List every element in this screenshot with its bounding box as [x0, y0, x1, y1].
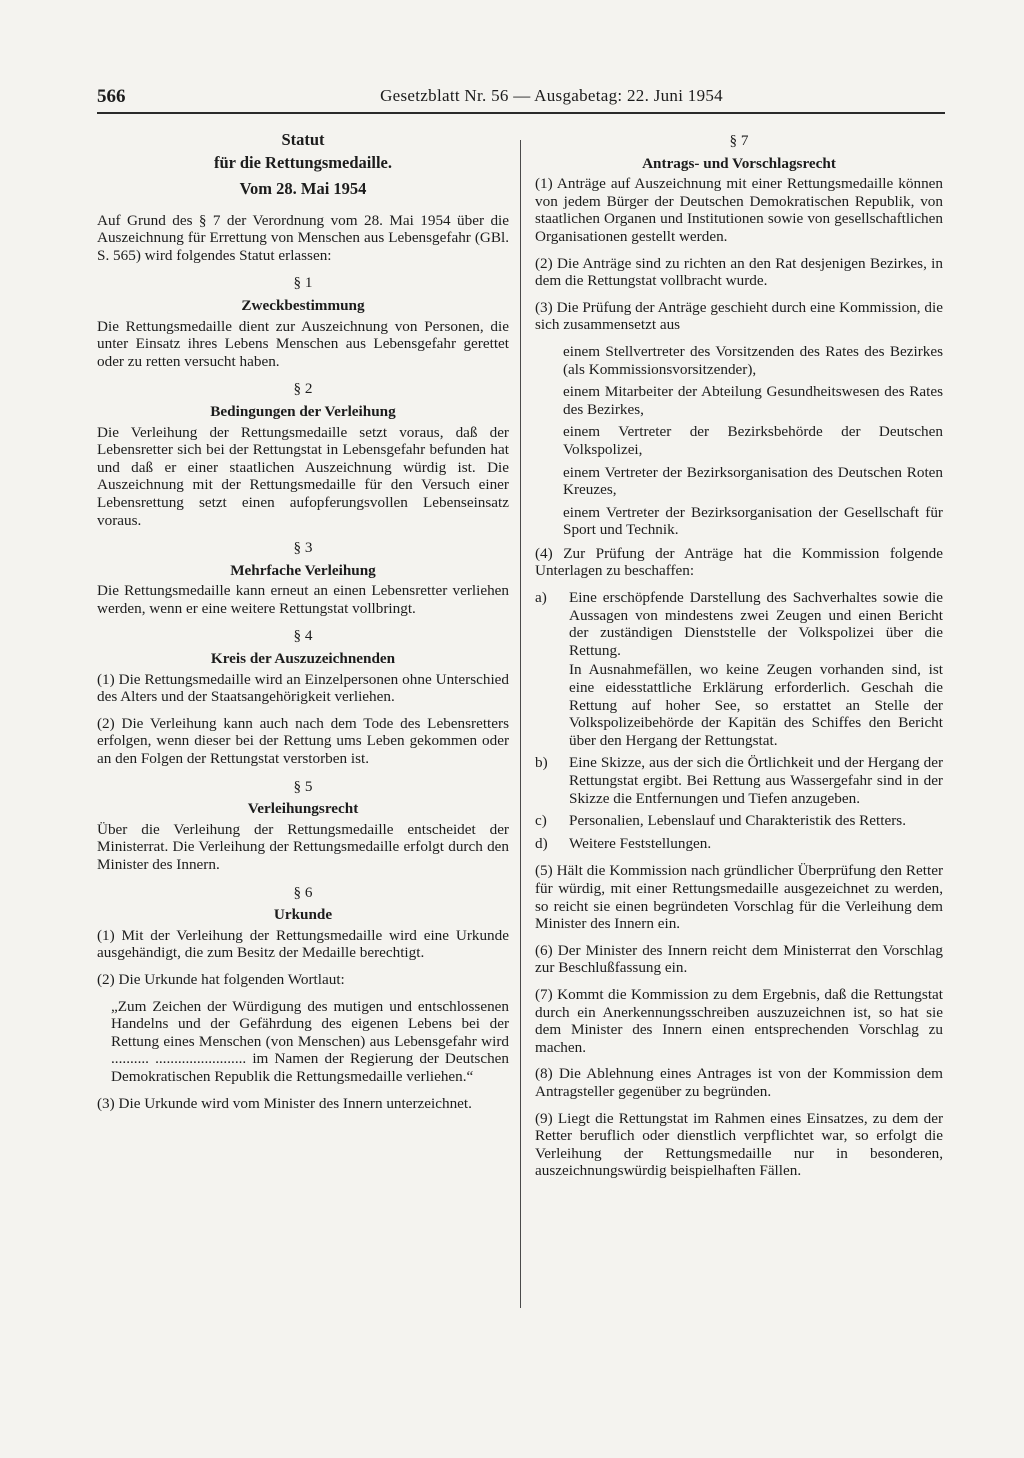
- section-7-paragraph-9: (9) Liegt die Rettungstat im Rahmen eines Einsatzes, zu dem der Retter beruflich oder dienstlich verpflichtet war, so erfolgt die Verleihung der Rettungsmedaille nur in besonderen, auszeichnungswürdig beispielhaften Fällen.: [535, 1109, 943, 1180]
- document-item-c: [535, 812, 943, 830]
- section-7-number: § 7: [729, 132, 749, 149]
- page-number: 566: [97, 86, 126, 107]
- document-item-a: [535, 589, 943, 749]
- section-5-heading: Verleihungsrecht: [247, 800, 359, 818]
- left-column: [97, 128, 509, 1121]
- commission-member: einem Stellvertreter des Vorsitzenden des Rates des Bezirkes (als Kommissionsvorsitzender),: [563, 342, 943, 378]
- certificate-quote: „Zum Zeichen der Würdigung des mutigen und entschlossenen Handelns und der Gefährdung des eigenen Lebens bei der Rettung eines Menschen (von Menschen) aus Lebensgefahr wird .......... ........................ im Namen der Regierung der Deutschen Demokratischen Republik die Rettungsmedaille verliehen.“: [111, 997, 509, 1085]
- right-column: [535, 128, 943, 1189]
- item-label: c): [535, 812, 547, 830]
- section-4-paragraph-1: (1) Die Rettungsmedaille wird an Einzelpersonen ohne Unterschied des Alters und der Staatsangehörigkeit verliehen.: [97, 670, 509, 706]
- item-label: d): [535, 834, 548, 852]
- commission-member: einem Vertreter der Bezirksorganisation des Deutschen Roten Kreuzes,: [563, 463, 943, 499]
- section-6-paragraph-2: (2) Die Urkunde hat folgenden Wortlaut:: [97, 970, 345, 988]
- section-3-number: § 3: [293, 539, 313, 557]
- item-a-text-2: In Ausnahmefällen, wo keine Zeugen vorhanden sind, ist eine eidesstattliche Erklärung erforderlich. Geschah die Rettung auf hoher See, so erstattet an Stelle der Volkspolizeibehörde der Kapitän des Schiffes den Bericht über den Hergang der Rettungstat.: [569, 661, 943, 749]
- certificate-wording: [97, 998, 509, 1086]
- header-rule: [97, 112, 945, 114]
- statute-title-line1: Statut: [281, 130, 325, 149]
- section-2-text: Die Verleihung der Rettungsmedaille setzt voraus, daß der Lebensretter sich bei der Rettungstat in Lebensgefahr befunden hat und daß er einer staatlichen Auszeichnung würdig ist. Die Auszeichnung mit der Rettungsmedaille für den Versuch einer Lebensrettung setzt einen aufopferungsvollen Lebenseinsatz voraus.: [97, 423, 509, 529]
- item-b-text: Eine Skizze, aus der sich die Örtlichkeit und der Hergang der Rettungstat ergibt. Bei Rettung aus Wassergefahr sind in der Skizze die Entfernungen und Tiefen anzugeben.: [569, 754, 943, 807]
- document-item-b: [535, 754, 943, 807]
- section-7-paragraph-7: (7) Kommt die Kommission zu dem Ergebnis, daß die Rettungstat durch ein Anerkennungsschreiben auszuzeichnen ist, so hat sie dem Minister des Innern einen entsprechenden Vorschlag zu machen.: [535, 985, 943, 1056]
- column-divider: [520, 140, 521, 1308]
- page-header: [97, 86, 723, 112]
- section-7-paragraph-2: (2) Die Anträge sind zu richten an den Rat desjenigen Bezirkes, in dem die Rettungstat vollbracht wurde.: [535, 254, 943, 290]
- section-4-number: § 4: [293, 627, 313, 645]
- document-item-d: [535, 835, 943, 853]
- running-title: Gesetzblatt Nr. 56 — Ausgabetag: 22. Juni 1954: [380, 86, 723, 105]
- commission-members: [535, 343, 943, 539]
- section-7-paragraph-1: (1) Anträge auf Auszeichnung mit einer Rettungsmedaille können von jedem Bürger der Deutschen Demokratischen Republik, von staatlichen Organen und Institutionen sowie von gesellschaftlichen Organisationen gestellt werden.: [535, 175, 943, 245]
- section-2-number: § 2: [293, 380, 313, 398]
- section-6-paragraph-3: (3) Die Urkunde wird vom Minister des Innern unterzeichnet.: [97, 1094, 472, 1112]
- statute-title-line2: für die Rettungsmedaille.: [214, 153, 392, 172]
- statute-date: Vom 28. Mai 1954: [239, 179, 367, 198]
- item-c-text: Personalien, Lebenslauf und Charakteristik des Retters.: [569, 812, 906, 830]
- section-5-text: Über die Verleihung der Rettungsmedaille entscheidet der Ministerrat. Die Verleihung der Rettungsmedaille erfolgt durch den Minister des Innern.: [97, 820, 509, 873]
- section-5-number: § 5: [293, 777, 313, 795]
- commission-member: einem Vertreter der Bezirksbehörde der Deutschen Volkspolizei,: [563, 423, 943, 458]
- item-a-text-1: Eine erschöpfende Darstellung des Sachverhaltes sowie die Aussagen von mindestens zwei Zeugen und einen Bericht der zuständigen Dienststelle der Volkspolizei über die Rettung.: [569, 589, 943, 659]
- section-2-heading: Bedingungen der Verleihung: [210, 402, 396, 420]
- section-7-heading: Antrags- und Vorschlagsrecht: [642, 154, 836, 172]
- section-1-number: § 1: [293, 274, 313, 292]
- section-1-heading: Zweckbestimmung: [241, 296, 365, 314]
- section-4-heading: Kreis der Auszuzeichnenden: [210, 650, 396, 668]
- section-4-paragraph-2: (2) Die Verleihung kann auch nach dem Tode des Lebensretters erfolgen, wenn dieser bei der Rettung ums Leben gekommen oder an den Folgen der Rettungstat verstorben ist.: [97, 714, 509, 768]
- section-7-paragraph-3: (3) Die Prüfung der Anträge geschieht durch eine Kommission, die sich zusammensetzt aus: [535, 298, 943, 334]
- section-3-text: Die Rettungsmedaille kann erneut an einen Lebensretter verliehen werden, wenn er eine weitere Rettungstat vollbringt.: [97, 582, 509, 617]
- section-3-heading: Mehrfache Verleihung: [230, 561, 376, 579]
- section-6-paragraph-1: (1) Mit der Verleihung der Rettungsmedaille wird eine Urkunde ausgehändigt, die zum Besitz der Medaille berechtigt.: [97, 926, 509, 962]
- commission-member: einem Vertreter der Bezirksorganisation der Gesellschaft für Sport und Technik.: [563, 503, 943, 539]
- item-label: b): [535, 754, 548, 772]
- section-7-paragraph-5: (5) Hält die Kommission nach gründlicher Überprüfung den Retter für würdig, mit einer Rettungsmedaille ausgezeichnet zu werden, so reicht sie einen begründeten Vorschlag für die Verleihung dem Minister des Innern ein.: [535, 862, 943, 933]
- section-7-paragraph-8: (8) Die Ablehnung eines Antrages ist von der Kommission dem Antragsteller gegenüber zu begründen.: [535, 1065, 943, 1100]
- section-7-paragraph-4: (4) Zur Prüfung der Anträge hat die Kommission folgende Unterlagen zu beschaffen:: [535, 544, 943, 580]
- section-1-text: Die Rettungsmedaille dient zur Auszeichnung von Personen, die unter Einsatz ihres Lebens Menschen aus Lebensgefahr gerettet oder zu retten versucht haben.: [97, 317, 509, 370]
- item-d-text: Weitere Feststellungen.: [569, 834, 712, 852]
- preamble: Auf Grund des § 7 der Verordnung vom 28. Mai 1954 über die Auszeichnung für Errettung von Menschen aus Lebensgefahr (GBl. S. 565) wird folgendes Statut erlassen:: [97, 211, 509, 264]
- section-6-number: § 6: [293, 883, 313, 901]
- section-6-heading: Urkunde: [273, 906, 333, 924]
- item-label: a): [535, 589, 547, 607]
- commission-member: einem Mitarbeiter der Abteilung Gesundheitswesen des Rates des Bezirkes,: [563, 383, 943, 418]
- section-7-paragraph-6: (6) Der Minister des Innern reicht dem Ministerrat den Vorschlag zur Beschlußfassung ein.: [535, 941, 943, 977]
